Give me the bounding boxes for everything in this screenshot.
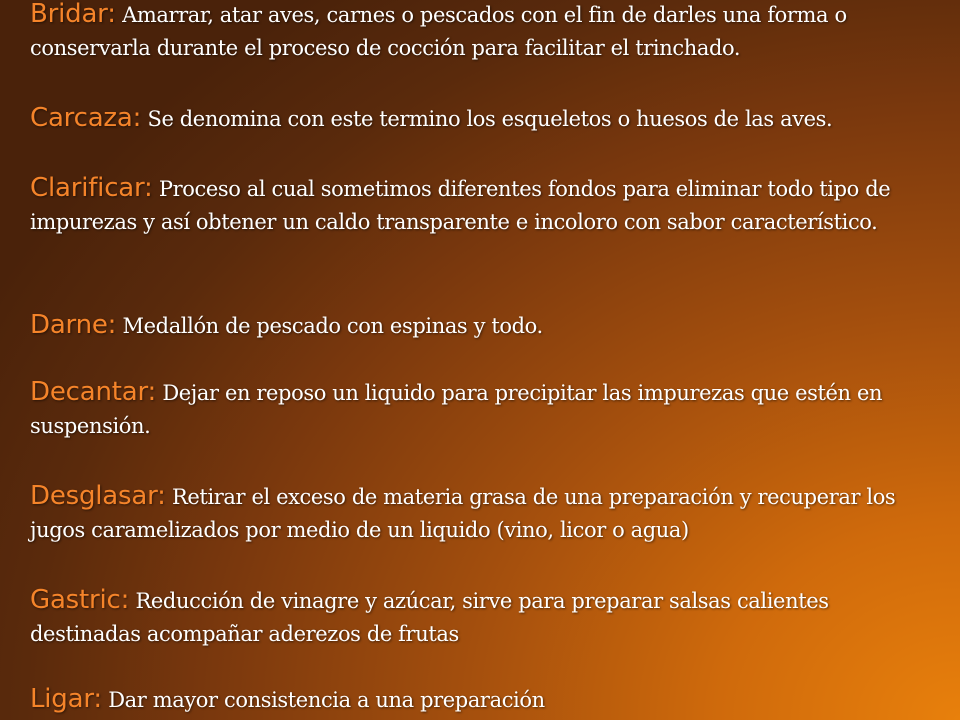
glossary-entry-decantar <box>30 376 945 443</box>
definition-clarificar: Proceso al cual sometimos diferentes fondos para eliminar todo tipo de impurezas y así obtener un caldo transparente e incoloro con sabor característico. <box>30 177 891 234</box>
glossary-entry-carcaza <box>30 102 945 136</box>
definition-desglasar: Retirar el exceso de materia grasa de una preparación y recuperar los jugos caramelizados por medio de un liquido (vino, licor o agua) <box>30 485 896 542</box>
glossary-entry-gastric <box>30 584 945 651</box>
glossary-entry-darne <box>30 309 945 343</box>
term-bridar: Bridar: <box>30 0 116 29</box>
term-decantar: Decantar: <box>30 377 157 407</box>
definition-darne: Medallón de pescado con espinas y todo. <box>122 314 543 338</box>
term-carcaza: Carcaza: <box>30 103 142 133</box>
term-darne: Darne: <box>30 310 117 340</box>
glossary-entry-clarificar <box>30 172 945 239</box>
definition-decantar: Dejar en reposo un liquido para precipitar las impurezas que estén en suspensión. <box>30 381 883 438</box>
definition-ligar: Dar mayor consistencia a una preparación <box>108 688 545 712</box>
term-clarificar: Clarificar: <box>30 173 153 203</box>
term-gastric: Gastric: <box>30 585 130 615</box>
glossary-entry-desglasar <box>30 480 945 547</box>
term-ligar: Ligar: <box>30 684 102 714</box>
term-desglasar: Desglasar: <box>30 481 166 511</box>
definition-bridar: Amarrar, atar aves, carnes o pescados con el fin de darles una forma o conservarla durante el proceso de cocción para facilitar el trinchado. <box>30 3 847 60</box>
glossary-entry-ligar <box>30 683 945 717</box>
definition-gastric: Reducción de vinagre y azúcar, sirve para preparar salsas calientes destinadas acompañar aderezos de frutas <box>30 589 829 646</box>
definition-carcaza: Se denomina con este termino los esqueletos o huesos de las aves. <box>147 107 833 131</box>
glossary-entry-bridar <box>30 0 945 65</box>
